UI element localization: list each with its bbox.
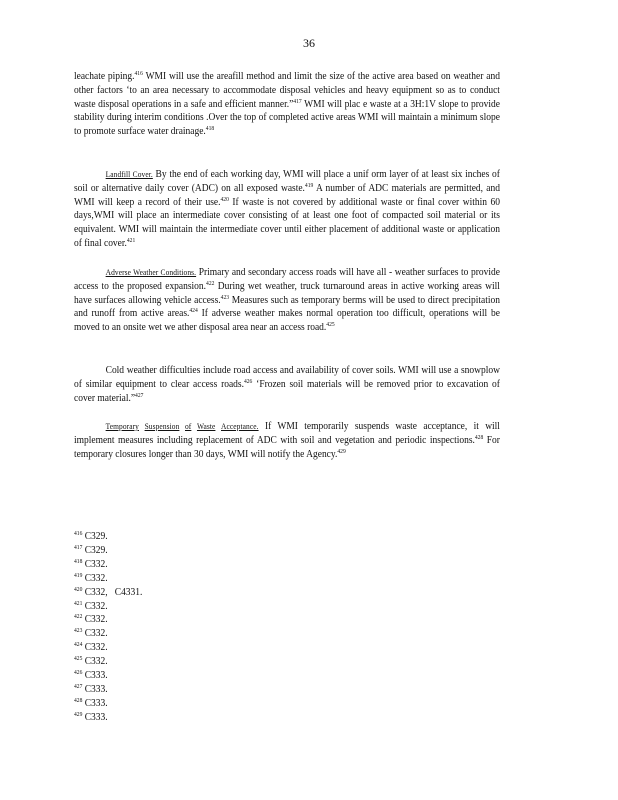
paragraph-adverse-weather: Adverse Weather Conditions. Primary and secondary access roads will have all - weather surfaces to provide access to the proposed expansion.$^{422}$ During wet weather, truck turnaround areas in active working areas will have surfaces allowing vehicle access.$^{423}$ Measures such as temporary berms will be used to direct precipitation and runoff from active areas.$^{424}$ If adverse weather makes normal operation too difficult, operations will be moved to an onsite wet we ather disposal area near an access road.$^{425}$ [74,267,500,334]
paragraph-leachate: leachate piping.$^{416}$ WMI will use the areafill method and limit the size of the active area based on weather and other factors ‘to an area necessary to accommodate disposal vehicles and heavy equipment so as to conduct waste disposal operations in a safe and efficient manner.”$^{417}$ WMI will plac e waste at a 3H:1V slope to provide stability during interim conditions .Over the top of completed active areas WMI will maintain a minimum slope to promote surface water drainage.$^{418}$ [74,71,500,138]
footnote-ref[interactable]: 426 [243,378,253,385]
footnote-ref[interactable]: 420 [220,196,229,203]
footnote: $^{424}$ C332. [74,642,108,654]
page-number: 36 [303,36,315,50]
footnote: $^{417}$ C329. [74,544,108,556]
footnote-ref[interactable]: 422 [206,280,215,287]
footnote: $^{421}$ C332. [74,600,108,612]
footnote: $^{429}$ C333. [74,711,108,723]
paragraph-landfill-cover: Landfill Cover. By the end of each working day, WMI will place a unif orm layer of at least six inches of soil or alternative daily cover (ADC) on all exposed waste.$^{419}$ A number of ADC materials are permitted, and WMI will keep a record of their use.$^{420}$ If waste is not covered by additional waste or final cover within 60 days,WMI will place an intermediate cover consisting of at least one foot of compacted soil material or its equivalent. WMI will maintain the intermediate cover until either placement of additional waste or application of final cover.$^{421}$ [74,169,500,249]
footnote-ref[interactable]: 419 [304,182,314,189]
footnote-ref[interactable]: 427 [135,392,144,399]
footnote: $^{426}$ C333. [74,670,108,682]
footnote-ref[interactable]: 416 [134,71,143,77]
footnote-ref[interactable]: 417 [293,98,302,105]
paragraph-cold-weather: Cold weather difficulties include road access and availability of cover soils. WMI will use a snowplow of similar equipment to clear access roads.$^{426}$ ‘Frozen soil materials will be removed prior to excavation of cover material.”$^{427}$ [74,365,500,404]
footnote: $^{416}$ C329. [74,531,108,542]
section-heading: Adverse Weather Conditions. [105,268,197,277]
footnote-ref[interactable]: 424 [189,308,198,315]
section-heading: Temporary Suspension of Waste Acceptance. [105,422,259,431]
footnote: $^{425}$ C332. [74,656,108,668]
footnote-ref[interactable]: 421 [126,237,136,244]
paragraph-temporary-suspension: Temporary Suspension of Waste Acceptance. If WMI temporarily suspends waste acceptance, it will implement measures including replacement of ADC with soil and vegetation and periodic inspections.$^{428}$ For temporary closures longer than 30 days, WMI will notify the Agency.$^{429}$ [74,421,500,460]
footnote: $^{419}$ C332. [74,572,108,584]
footnotes [74,530,142,725]
footnote-ref[interactable]: 428 [474,434,484,441]
footnote-ref[interactable]: 425 [326,322,335,329]
footnote-ref[interactable]: 418 [205,126,215,133]
footnote: $^{427}$ C333. [74,683,108,695]
section-heading: Landfill Cover. [105,170,153,179]
footnote: $^{422}$ C332. [74,614,108,626]
footnote: $^{428}$ C333. [74,697,108,709]
footnote-ref[interactable]: 423 [220,294,230,301]
footnote: $^{420}$ C332, C4331. [74,586,143,598]
footnote: $^{423}$ C332. [74,628,108,640]
footnote: $^{418}$ C332. [74,558,108,570]
footnote-ref[interactable]: 429 [337,448,346,455]
